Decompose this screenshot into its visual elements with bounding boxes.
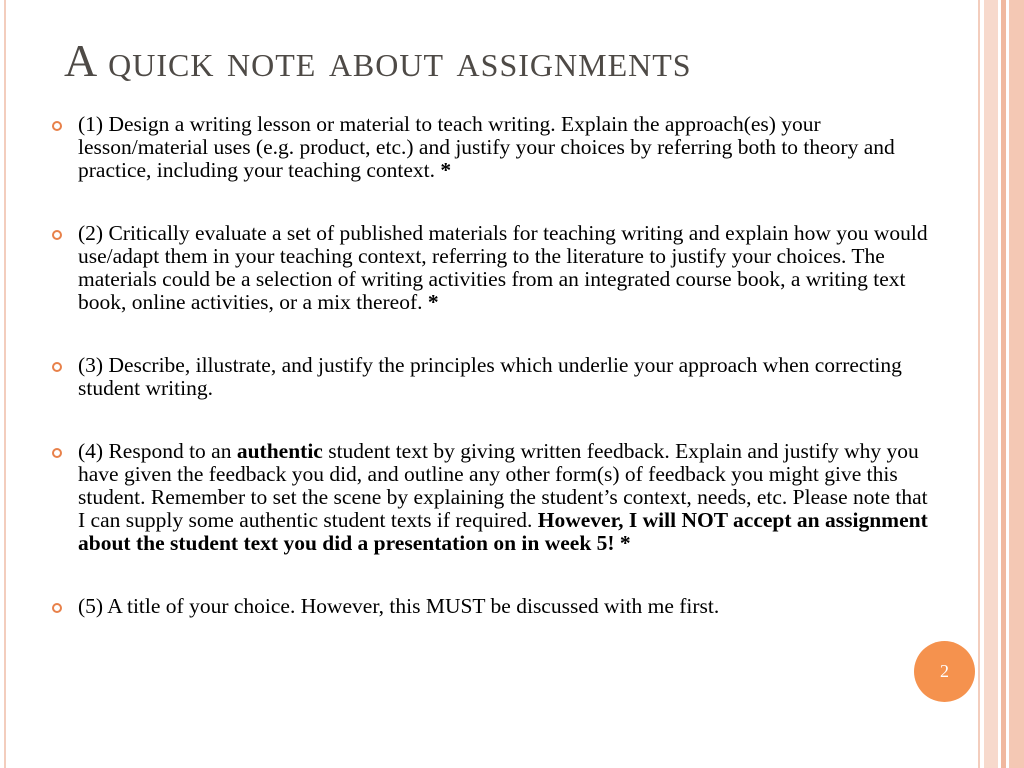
bullet-text: (5) A title of your choice. However, this MUST be discussed with me first.: [78, 594, 720, 618]
bullet-text: (1) Design a writing lesson or material to teach writing. Explain the approach(es) your lesson/material uses (e.g. product, etc.) and justify your choices by referring both to theory and practice, including your teaching context.: [78, 112, 895, 182]
bullet-item-5: [50, 595, 940, 618]
frame-line-left: [4, 0, 6, 768]
stripe: [984, 0, 998, 768]
bullet-asterisk: *: [440, 158, 452, 182]
bullet-ring-icon: [52, 121, 62, 131]
bullet-asterisk: *: [427, 290, 439, 314]
bullet-item-1: [50, 113, 940, 182]
slide-title: A quick note about assignments: [64, 35, 692, 86]
bullet-item-2: [50, 222, 940, 314]
bullet-ring-icon: [52, 230, 62, 240]
bullet-emphasis: authentic: [236, 439, 323, 463]
bullet-item-3: [50, 354, 940, 400]
bullet-text: (3) Describe, illustrate, and justify the principles which underlie your approach when correcting student writing.: [78, 353, 902, 400]
bullet-warning: However, I will NOT accept an assignment about the student text you did a presentation on in week 5! *: [78, 508, 928, 555]
bullet-item-4: [50, 440, 940, 555]
frame-line-right: [978, 0, 980, 768]
bullet-list: [50, 113, 940, 618]
bullet-text: student text by giving written feedback. Explain and justify why you have given the feedback you did, and outline any other form(s) of feedback you might give this student. Remember to set the scene by explaining the student’s context, needs, etc. Please note that I can supply some authentic student texts if required.: [78, 439, 928, 532]
bullet-ring-icon: [52, 448, 62, 458]
bullet-text: (2) Critically evaluate a set of published materials for teaching writing and explain how you would use/adapt them in your teaching context, referring to the literature to justify your choices. The materials could be a selection of writing activities from an integrated course book, a writing text book, online activities, or a mix thereof.: [78, 221, 928, 314]
bullet-ring-icon: [52, 603, 62, 613]
page-number-badge: 2: [914, 641, 975, 702]
stripe: [1009, 0, 1024, 768]
bullet-text: (4) Respond to an: [78, 439, 237, 463]
bullet-ring-icon: [52, 362, 62, 372]
decorative-stripes: [984, 0, 1024, 768]
